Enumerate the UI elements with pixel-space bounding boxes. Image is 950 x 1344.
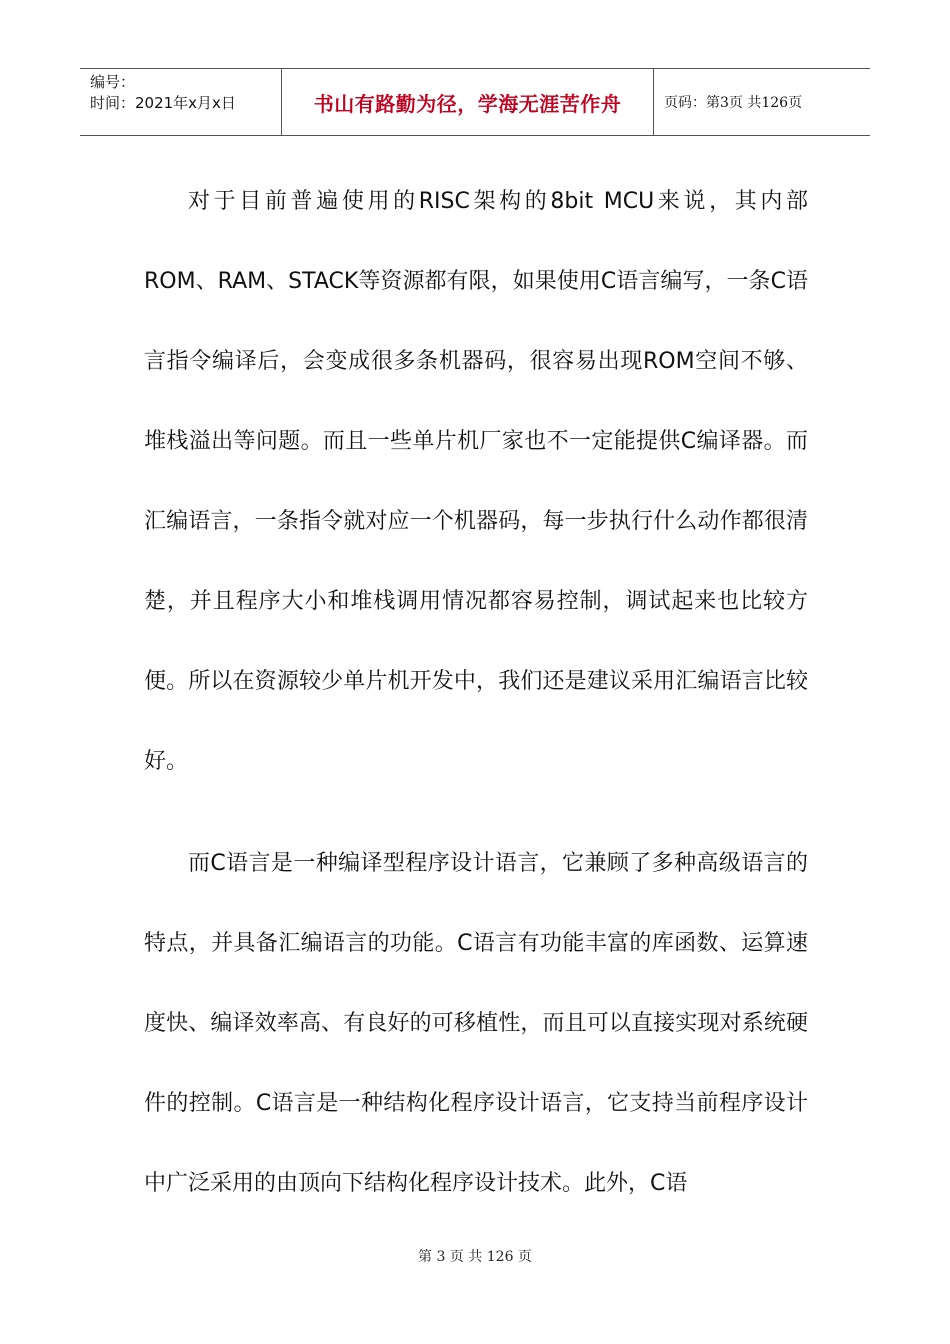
- page-footer: 第 3 页 共 126 页: [418, 1249, 532, 1265]
- document-body: [144, 162, 808, 1246]
- header-meta-cell: [80, 69, 282, 135]
- header-motto: 书山有路勤为径，学海无涯苦作舟: [313, 91, 622, 116]
- document-time-label: 时间：2021年x月x日: [90, 94, 236, 112]
- paragraph-1: 对于目前普遍使用的RISC架构的8bit MCU来说，其内部ROM、RAM、STACK等资源都有限，如果使用C语言编写，一条C语言指令编译后，会变成很多条机器码，很容易出现ROM空间不够、堆栈溢出等问题。而且一些单片机厂家也不一定能提供C编译器。而汇编语言，一条指令就对应一个机器码，每一步执行什么动作都很清楚，并且程序大小和堆栈调用情况都容易控制，调试起来也比较方便。所以在资源较少单片机开发中，我们还是建议采用汇编语言比较好。: [144, 189, 808, 774]
- document-number-label: 编号：: [90, 73, 136, 91]
- header-page-cell: [654, 69, 870, 135]
- page-header: [80, 68, 870, 136]
- header-motto-cell: [282, 69, 654, 135]
- paragraph-2: 而C语言是一种编译型程序设计语言，它兼顾了多种高级语言的特点，并具备汇编语言的功能。C语言有功能丰富的库函数、运算速度快、编译效率高、有良好的可移植性，而且可以直接实现对系统硬件的控制。C语言是一种结构化程序设计语言，它支持当前程序设计中广泛采用的由顶向下结构化程序设计技术。此外，C语: [144, 851, 808, 1196]
- header-page-info: 页码：第3页 共126页: [664, 95, 803, 111]
